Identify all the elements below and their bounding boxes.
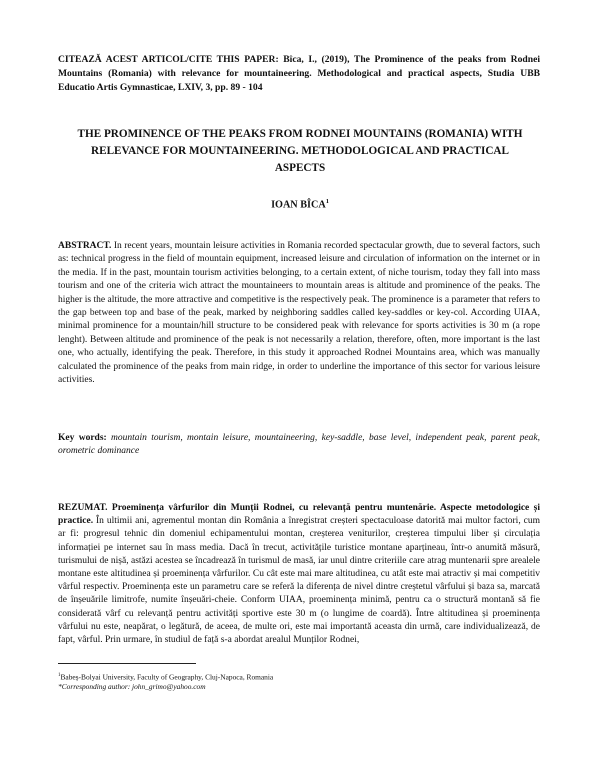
author-name: IOAN BÎCA <box>271 199 326 211</box>
keywords-text: mountain tourism, montain leisure, mountaineering, key-saddle, base level, independent peak, parent peak, orometric dominance <box>58 433 540 457</box>
author-footnote-marker: 1 <box>325 198 329 205</box>
footnote-corresponding-author: *Corresponding author: john_grimo@yahoo.com <box>58 682 206 691</box>
abstract <box>58 240 540 387</box>
footnote-divider <box>58 663 196 664</box>
author-line <box>0 198 600 210</box>
keywords-label: Key words: <box>58 433 107 443</box>
paper-title: THE PROMINENCE OF THE PEAKS FROM RODNEI MOUNTAINS (ROMANIA) WITH RELEVANCE FOR MOUNTAINEERING. METHODOLOGICAL AND PRACTICAL ASPECTS <box>77 128 523 174</box>
keywords <box>58 432 540 459</box>
rezumat <box>58 502 540 647</box>
footnote-affiliation-text: Babeș-Bolyai University, Faculty of Geography, Cluj-Napoca, Romania <box>60 672 274 682</box>
rezumat-label: REZUMAT. Proeminența vârfurilor din Munții Rodnei, cu relevanță pentru muntenărie. Aspecte metodologice și practice. <box>58 503 540 527</box>
footnote-marker: 1 <box>58 673 61 678</box>
citation: CITEAZĂ ACEST ARTICOL/CITE THIS PAPER: Bîca, I., (2019), The Prominence of the peaks from Rodnei Mountains (Romania) with relevance for mountaineering. Methodological and practical aspects, Studia UBB Educatio Artis Gymnasticae, LXIV, 3, pp. 89 - 104 <box>58 54 540 93</box>
abstract-text: In recent years, mountain leisure activities in Romania recorded spectacular growth, due to several factors, such as: technical progress in the field of mountain equipment, increased leisure and circulation of information on the internet or in the media. If in the past, mountain tourism activities belonging, to a certain extent, of niche tourism, today they fall into mass tourism and one of the criteria wich attract the mountaineers to mountain areas is altitude and prominence of the peaks. The higher is the altitude, the more attractive and competitive is the respectively peak. The prominence is a parameter that refers to the gap between top and base of the peak, marked by neighboring saddles called key-saddles or key-col. According UIAA, minimal prominence for a mountain/hill structure to be considered peak with relevance for sports activities is 30 m (a rope lenght). Between altitude and prominence of the peak is not necessarily a relation, therefore, often, more important is the last one, who actually, identifying the peak. Therefore, in this study it approached Rodnei Mountains area, which was manually calculated the prominence of the peaks from main ridge, in order to underline the importance of this sector for various leisure activities. <box>58 241 540 386</box>
abstract-label: ABSTRACT. <box>58 241 112 251</box>
rezumat-text: În ultimii ani, agrementul montan din România a înregistrat creșteri spectaculoase datorită mai multor factori, cum ar fi: progresul tehnic din domeniul echipamentului montan, creșterea veniturilor, creșterea timpului liber și circulația informației pe internet sau în mass media. Dacă în trecut, activitățile turistice montane aparțineau, într-o anumită măsură, turismului de nișă, astăzi acestea se încadrează în turismul de masă, iar unul dintre criteriile care atrag muntenarii spre arealele montane este altitudinea și proeminența vârfurilor. Cu cât este mai mare altitudinea, cu atât este mai atractiv și mai competitiv vârful respectiv. Proeminența este un parametru care se referă la diferența de nivel dintre creștetul vârfului și baza sa, marcată de înșeuările limitrofe, numite înșeuări-cheie. Conform UIAA, proeminența minimă, pentru ca o structură montană să fie considerată vârf cu relevanță pentru activități sportive este 30 m (o lungime de coardă). Între altitudinea și proeminența vârfului nu este, neapărat, o legătură, de aceea, de multe ori, este mai importantă aceasta din urmă, care individualizează, de fapt, vârful. Prin urmare, în studiul de față s-a abordat arealul Munților Rodnei, <box>58 516 540 646</box>
